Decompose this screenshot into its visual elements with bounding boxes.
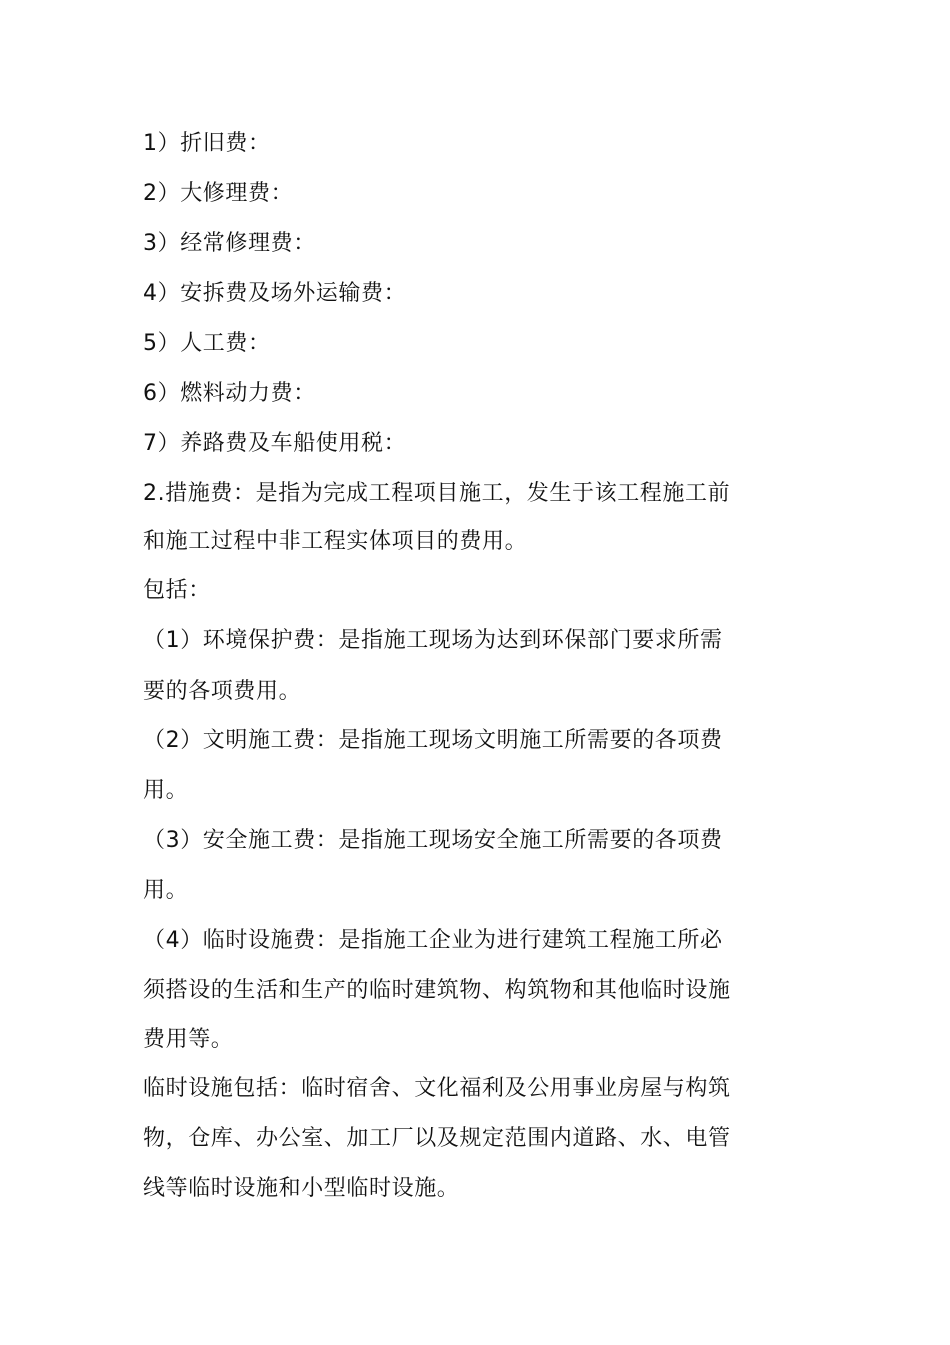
list-item-civilized-construction-cont: 用。 bbox=[143, 778, 189, 803]
list-item-depreciation: 1）折旧费： bbox=[143, 131, 271, 156]
list-item-temporary-facilities-cont: 须搭设的生活和生产的临时建筑物、构筑物和其他临时设施 bbox=[143, 978, 731, 1003]
list-item-installation-transport: 4）安拆费及场外运输费： bbox=[143, 281, 407, 306]
list-item-temporary-facilities: （4）临时设施费：是指施工企业为进行建筑工程施工所必 bbox=[143, 928, 723, 953]
list-item-labor: 5）人工费： bbox=[143, 331, 271, 356]
list-item-road-tax: 7）养路费及车船使用税： bbox=[143, 431, 407, 456]
list-item-safety-cont: 用。 bbox=[143, 878, 189, 903]
list-item-fuel-power: 6）燃料动力费： bbox=[143, 381, 316, 406]
list-item-temporary-facilities-cont2: 费用等。 bbox=[143, 1027, 234, 1052]
list-item-environmental: （1）环境保护费：是指施工现场为达到环保部门要求所需 bbox=[143, 628, 723, 653]
paragraph-measures-fee-cont: 和施工过程中非工程实体项目的费用。 bbox=[143, 529, 528, 554]
paragraph-temporary-facilities-include-cont2: 线等临时设施和小型临时设施。 bbox=[143, 1176, 460, 1201]
list-item-civilized-construction: （2）文明施工费：是指施工现场文明施工所需要的各项费 bbox=[143, 728, 723, 753]
paragraph-includes: 包括： bbox=[143, 578, 211, 603]
paragraph-measures-fee: 2.措施费：是指为完成工程项目施工，发生于该工程施工前 bbox=[143, 481, 731, 506]
list-item-environmental-cont: 要的各项费用。 bbox=[143, 679, 302, 704]
list-item-routine-repair: 3）经常修理费： bbox=[143, 231, 316, 256]
list-item-safety: （3）安全施工费：是指施工现场安全施工所需要的各项费 bbox=[143, 828, 723, 853]
paragraph-temporary-facilities-include: 临时设施包括：临时宿舍、文化福利及公用事业房屋与构筑 bbox=[143, 1076, 731, 1101]
paragraph-temporary-facilities-include-cont: 物，仓库、办公室、加工厂以及规定范围内道路、水、电管 bbox=[143, 1126, 731, 1151]
list-item-overhaul: 2）大修理费： bbox=[143, 181, 294, 206]
